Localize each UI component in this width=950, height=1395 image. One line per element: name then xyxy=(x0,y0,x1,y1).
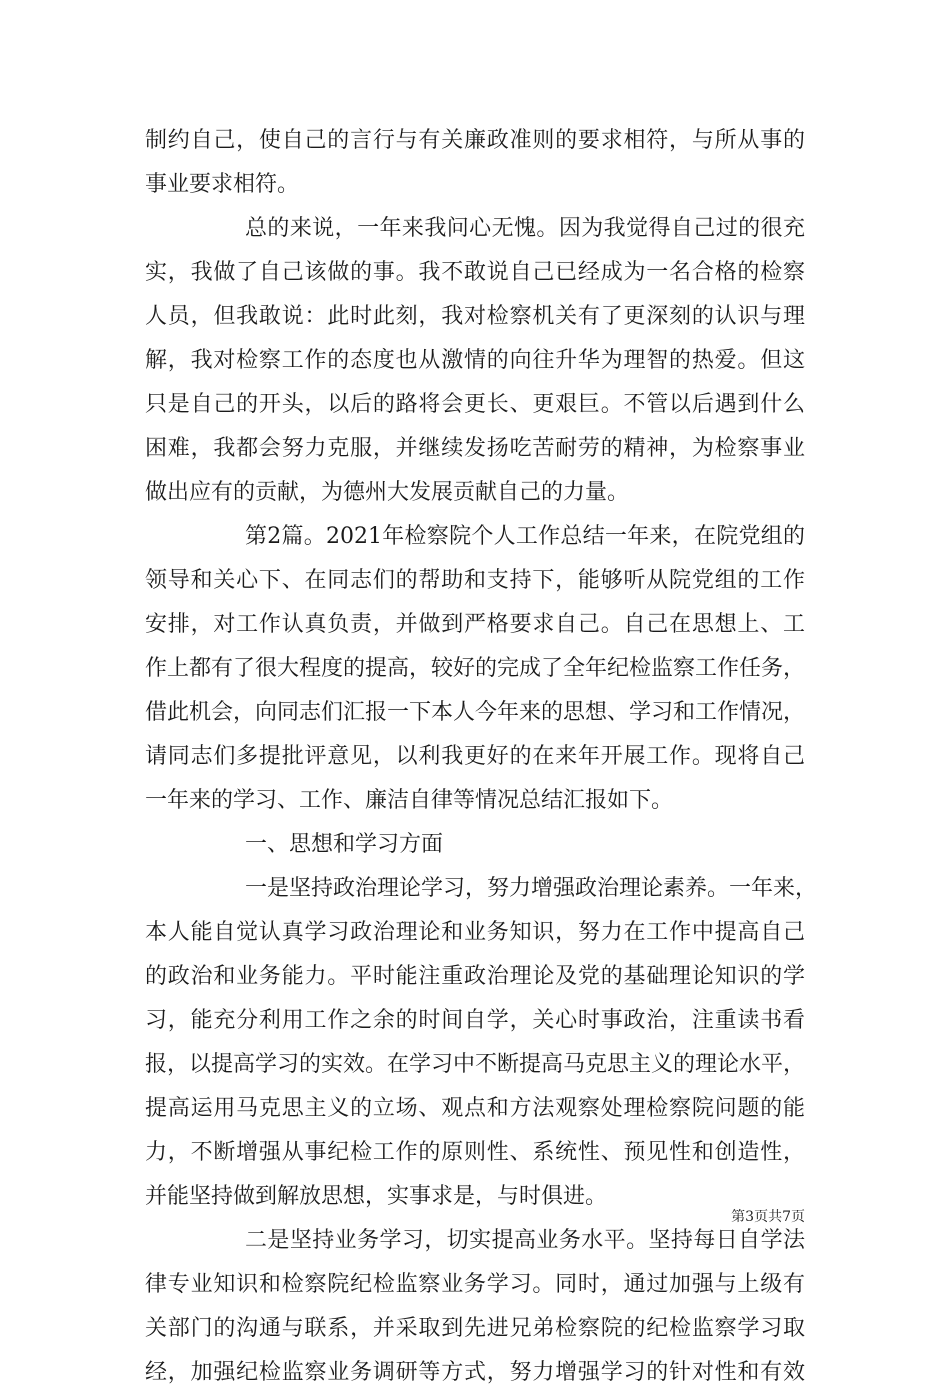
text-line: 安排，对工作认真负责，并做到严格要求自己。自己在思想上、工 xyxy=(145,612,805,637)
body-text xyxy=(145,119,818,1395)
text-line: 做出应有的贡献，为德州大发展贡献自己的力量。 xyxy=(145,480,630,505)
text-line: 借此机会，向同志们汇报一下本人今年来的思想、学习和工作情况， xyxy=(145,700,806,725)
paragraph-start-line: 二是坚持业务学习，切实提高业务水平。坚持每日自学法 xyxy=(245,1228,805,1253)
paragraph-start-line: 第2篇。2021年检察院个人工作总结一年来，在院党组的 xyxy=(245,524,805,549)
text-line: 事业要求相符。 xyxy=(145,172,300,197)
text-line: 习，能充分利用工作之余的时间自学，关心时事政治，注重读书看 xyxy=(145,1008,805,1033)
page-number-footer: 第3页共7页 xyxy=(731,1209,805,1225)
text-line: 困难，我都会努力克服，并继续发扬吃苦耐劳的精神，为检察事业 xyxy=(145,436,805,461)
text-line: 制约自己，使自己的言行与有关廉政准则的要求相符，与所从事的 xyxy=(145,128,805,153)
text-line: 只是自己的开头，以后的路将会更长、更艰巨。不管以后遇到什么 xyxy=(145,392,805,417)
text-line: 一年来的学习、工作、廉洁自律等情况总结汇报如下。 xyxy=(145,788,674,813)
text-line: 经，加强纪检监察业务调研等方式，努力增强学习的针对性和有效 xyxy=(145,1360,805,1385)
section-heading: 一、思想和学习方面 xyxy=(245,832,444,857)
paragraph-start-line: 总的来说，一年来我问心无愧。因为我觉得自己过的很充 xyxy=(245,216,805,241)
text-line: 人员，但我敢说：此时此刻，我对检察机关有了更深刻的认识与理 xyxy=(145,304,805,329)
paragraph-start-line: 一是坚持政治理论学习，努力增强政治理论素养。一年来， xyxy=(245,876,818,901)
text-line: 提高运用马克思主义的立场、观点和方法观察处理检察院问题的能 xyxy=(145,1096,805,1121)
text-line: 报，以提高学习的实效。在学习中不断提高马克思主义的理论水平， xyxy=(145,1052,806,1077)
text-line: 关部门的沟通与联系，并采取到先进兄弟检察院的纪检监察学习取 xyxy=(145,1316,805,1341)
text-line: 律专业知识和检察院纪检监察业务学习。同时，通过加强与上级有 xyxy=(145,1272,805,1297)
text-line: 力，不断增强从事纪检工作的原则性、系统性、预见性和创造性， xyxy=(145,1140,805,1165)
text-line: 的政治和业务能力。平时能注重政治理论及党的基础理论知识的学 xyxy=(145,964,805,989)
text-line: 实，我做了自己该做的事。我不敢说自己已经成为一名合格的检察 xyxy=(145,260,805,285)
text-line: 作上都有了很大程度的提高，较好的完成了全年纪检监察工作任务， xyxy=(145,656,806,681)
text-line: 并能坚持做到解放思想，实事求是，与时俱进。 xyxy=(145,1184,608,1209)
text-line: 请同志们多提批评意见，以利我更好的在来年开展工作。现将自己 xyxy=(145,744,805,769)
text-line: 解，我对检察工作的态度也从激情的向往升华为理智的热爱。但这 xyxy=(145,348,805,373)
text-line: 领导和关心下、在同志们的帮助和支持下，能够听从院党组的工作 xyxy=(145,568,805,593)
text-line: 本人能自觉认真学习政治理论和业务知识，努力在工作中提高自己 xyxy=(145,920,805,945)
